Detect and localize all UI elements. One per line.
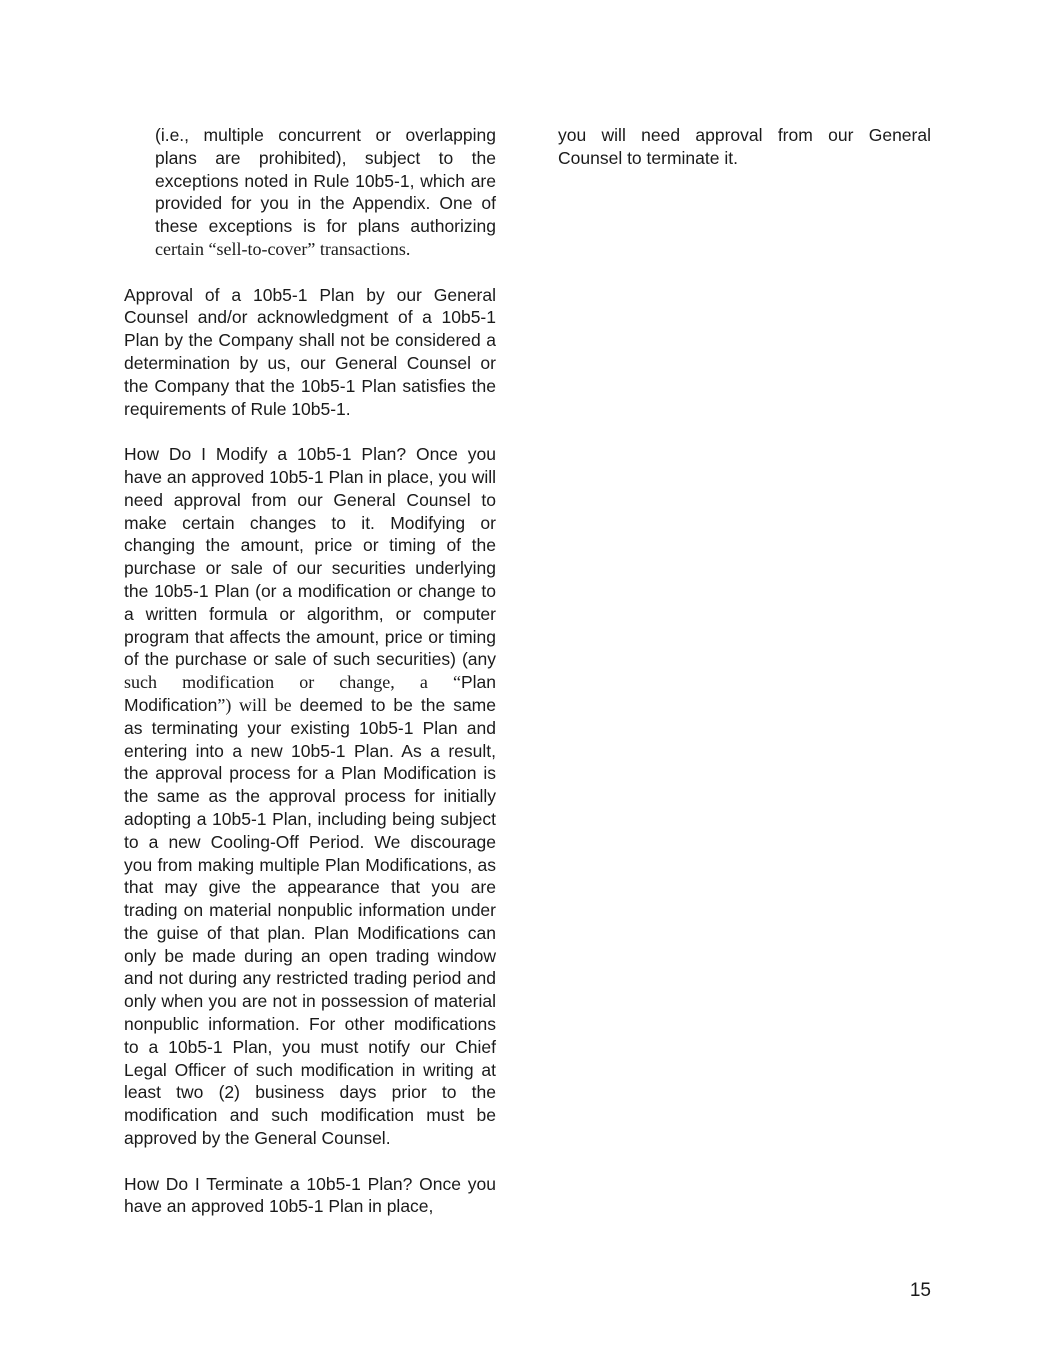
page-number: 15 [909, 1280, 931, 1301]
modify-plan-serif-text: such modification or change, a “ [124, 672, 461, 693]
modify-plan-text-start: How Do I Modify a 10b5-1 Plan? Once you have an approved 10b5-1 Plan in place, you will need approval from our General Counsel to make certain changes to it. Modifying or changing the amount, price or timing of the purchase or sale of our securities underlying the 10b5-1 Plan (or a modification or change to a written formula or algorithm, or computer program that affects the amount, price or timing of the purchase or sale of such securities) (any [124, 444, 496, 670]
terminate-plan-paragraph: How Do I Terminate a 10b5-1 Plan? Once you have an approved 10b5-1 Plan in place, [124, 1173, 496, 1217]
right-column [558, 124, 931, 192]
continued-paragraph [155, 124, 496, 261]
left-column [124, 124, 496, 1241]
continued-paragraph-tail: certain “sell-to-cover” transactions. [155, 238, 411, 259]
modify-plan-paragraph [124, 443, 496, 1150]
terminate-plan-continuation: you will need approval from our General Counsel to terminate it. [558, 125, 931, 168]
approval-paragraph: Approval of a 10b5-1 Plan by our General Counsel and/or acknowledgment of a 10b5-1 Plan by the Company shall not be considered a determination by us, our General Counsel or the Company that the 10b5-1 Plan satisfies the requirements of Rule 10b5-1. [124, 284, 496, 419]
continued-paragraph-text: (i.e., multiple concurrent or overlapping plans are prohibited), subject to the exceptions noted in Rule 10b5-1, which are provided for you in the Appendix. One of these exceptions is for plans authorizing [155, 125, 496, 237]
modify-plan-serif-text-2: ”) will be [217, 694, 292, 715]
plan-modification-term: Plan Modification [124, 672, 496, 715]
modify-plan-text-end: deemed to be the same as terminating your existing 10b5-1 Plan and entering into a new 10b5-1 Plan. As a result, the approval process for a Plan Modification is the same as the approval process for initially adopting a 10b5-1 Plan, including being subject to a new Cooling-Off Period. We discourage you from making multiple Plan Modifications, as that may give the appearance that you are trading on material nonpublic information under the guise of that plan. Plan Modifications can only be made during an open trading window and not during any restricted trading period and only when you are not in possession of material nonpublic information. For other modifications to a 10b5-1 Plan, you must notify our Chief Legal Officer of such modification in writing at least two (2) business days prior to the modification and such modification must be approved by the General Counsel. [124, 694, 496, 1149]
